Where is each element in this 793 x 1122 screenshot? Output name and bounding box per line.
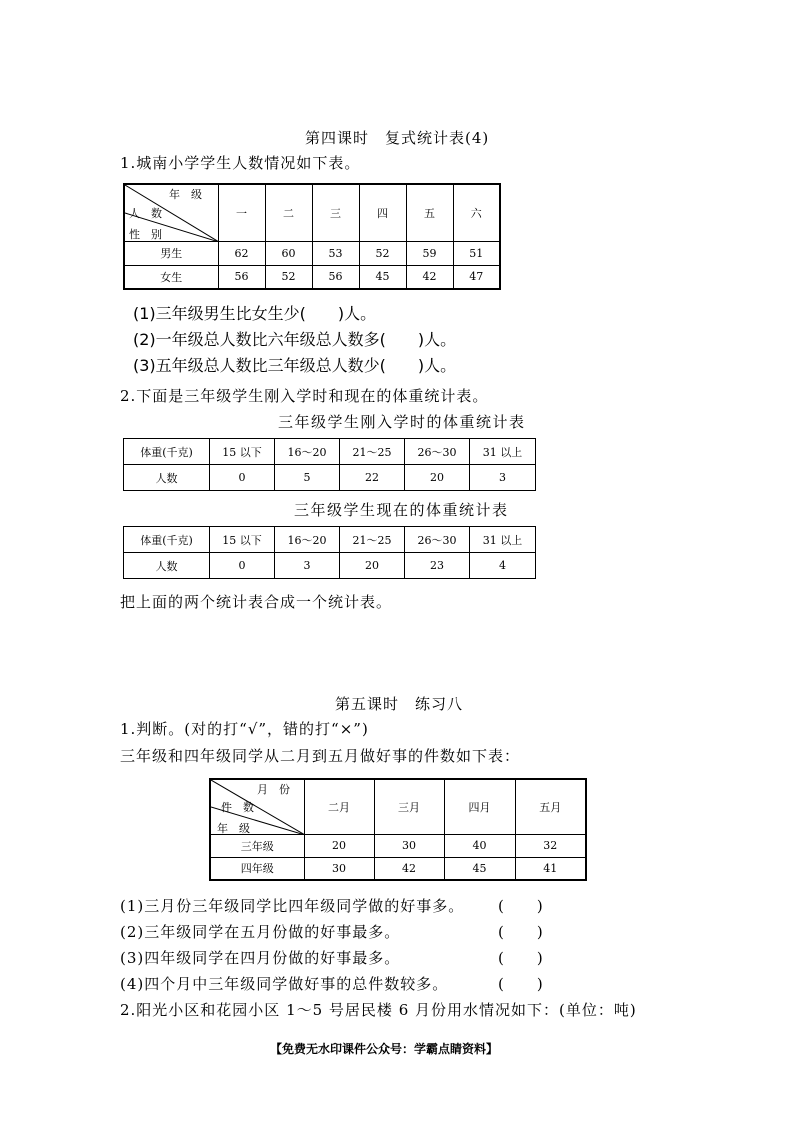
table-cell: 60 — [265, 241, 312, 265]
table-cell: 5 — [275, 465, 340, 491]
header-cell: 15 以下 — [210, 439, 275, 465]
table-cell: 20 — [304, 834, 374, 857]
table-cell: 30 — [374, 834, 444, 857]
month-header: 四月 — [444, 779, 515, 834]
table-cell: 59 — [406, 241, 453, 265]
footer-note: 【免费无水印课件公众号：学霸点睛资料】 — [270, 1042, 499, 1056]
lesson5-q1-item-3: (3)四年级同学在四月份做的好事最多。 — [120, 949, 401, 967]
table-row — [124, 465, 536, 491]
lesson5-q1-intro: 三年级和四年级同学从二月到五月做好事的件数如下表： — [120, 747, 521, 765]
table-cell: 56 — [218, 265, 265, 289]
row-label: 男生 — [124, 241, 218, 265]
table-cell: 30 — [304, 857, 374, 880]
header-cell: 21～25 — [340, 439, 405, 465]
header-row-label: 性 别 — [129, 228, 162, 241]
table-row — [124, 553, 536, 579]
diagonal-header-cell — [210, 779, 304, 834]
lesson4-q1-prompt: 1.城南小学学生人数情况如下表。 — [120, 154, 361, 172]
lesson5-q1-item-2: (2)三年级同学在五月份做的好事最多。 — [120, 923, 401, 941]
header-cell: 16～20 — [275, 527, 340, 553]
grade-header: 一 — [218, 184, 265, 241]
header-cell: 31 以上 — [470, 527, 536, 553]
lesson4-q1-item-2: (2)一年级总人数比六年级总人数多( )人。 — [133, 330, 457, 349]
diagonal-header-cell — [124, 184, 218, 241]
table-cell: 41 — [515, 857, 586, 880]
lesson4-title: 第四课时 复式统计表(4) — [305, 129, 490, 147]
table-cell: 45 — [444, 857, 515, 880]
header-col-label: 月 份 — [257, 783, 290, 796]
header-cell: 26～30 — [405, 439, 470, 465]
header-cell: 体重(千克) — [124, 439, 210, 465]
table-cell: 42 — [406, 265, 453, 289]
table-cell: 0 — [210, 553, 275, 579]
grade-header: 四 — [359, 184, 406, 241]
table-cell: 23 — [405, 553, 470, 579]
header-value-label: 人 数 — [129, 207, 162, 220]
lesson4-q1-item-3: (3)五年级总人数比三年级总人数少( )人。 — [133, 356, 457, 375]
weight-table-enrollment — [123, 438, 536, 491]
table1-title: 三年级学生刚入学时的体重统计表 — [278, 413, 526, 431]
table-cell: 0 — [210, 465, 275, 491]
answer-blank[interactable]: ( ) — [498, 923, 544, 941]
table2-title: 三年级学生现在的体重统计表 — [294, 501, 509, 519]
grade-header: 五 — [406, 184, 453, 241]
table-cell: 22 — [340, 465, 405, 491]
table-row — [210, 834, 586, 857]
lesson5-q1-prompt: 1.判断。(对的打“√”，错的打“×”) — [120, 720, 369, 738]
table-cell: 3 — [470, 465, 536, 491]
row-label: 人数 — [124, 465, 210, 491]
lesson4-q2-prompt: 2.下面是三年级学生刚入学时和现在的体重统计表。 — [120, 387, 489, 405]
table-cell: 52 — [359, 241, 406, 265]
lesson5-q2-prompt: 2.阳光小区和花园小区 1～5 号居民楼 6 月份用水情况如下：(单位：吨) — [120, 1001, 637, 1019]
header-cell: 26～30 — [405, 527, 470, 553]
table-cell: 53 — [312, 241, 359, 265]
month-header: 五月 — [515, 779, 586, 834]
table-cell: 52 — [265, 265, 312, 289]
answer-blank[interactable]: ( ) — [498, 949, 544, 967]
table-cell: 45 — [359, 265, 406, 289]
grade-header: 六 — [453, 184, 500, 241]
header-cell: 16～20 — [275, 439, 340, 465]
table-row — [124, 265, 500, 289]
lesson5-q1-item-1: (1)三月份三年级同学比四年级同学做的好事多。 — [120, 897, 465, 915]
table-cell: 56 — [312, 265, 359, 289]
table-cell: 3 — [275, 553, 340, 579]
row-label: 三年级 — [210, 834, 304, 857]
header-cell: 15 以下 — [210, 527, 275, 553]
weight-table-current — [123, 526, 536, 579]
grade-header: 二 — [265, 184, 312, 241]
row-label: 四年级 — [210, 857, 304, 880]
header-cell: 体重(千克) — [124, 527, 210, 553]
table-cell: 40 — [444, 834, 515, 857]
lesson4-q1-item-1: (1)三年级男生比女生少( )人。 — [133, 304, 377, 323]
month-header: 二月 — [304, 779, 374, 834]
table-cell: 51 — [453, 241, 500, 265]
student-count-table — [123, 183, 501, 290]
table-cell: 20 — [405, 465, 470, 491]
answer-blank[interactable]: ( ) — [498, 975, 544, 993]
header-cell: 21～25 — [340, 527, 405, 553]
month-header: 三月 — [374, 779, 444, 834]
table-cell: 42 — [374, 857, 444, 880]
answer-blank[interactable]: ( ) — [498, 897, 544, 915]
row-label: 女生 — [124, 265, 218, 289]
header-value-label: 件 数 — [221, 801, 254, 814]
header-col-label: 年 级 — [169, 188, 202, 201]
table-row — [124, 241, 500, 265]
good-deeds-table — [209, 778, 587, 881]
grade-header: 三 — [312, 184, 359, 241]
table-cell: 4 — [470, 553, 536, 579]
table-cell: 20 — [340, 553, 405, 579]
header-row-label: 年 级 — [217, 822, 250, 835]
table-cell: 47 — [453, 265, 500, 289]
header-cell: 31 以上 — [470, 439, 536, 465]
row-label: 人数 — [124, 553, 210, 579]
lesson5-q1-item-4: (4)四个月中三年级同学做好事的总件数较多。 — [120, 975, 449, 993]
lesson5-title: 第五课时 练习八 — [335, 695, 464, 713]
table-cell: 62 — [218, 241, 265, 265]
table-cell: 32 — [515, 834, 586, 857]
lesson4-q2-instruction: 把上面的两个统计表合成一个统计表。 — [120, 593, 393, 611]
table-row — [210, 857, 586, 880]
